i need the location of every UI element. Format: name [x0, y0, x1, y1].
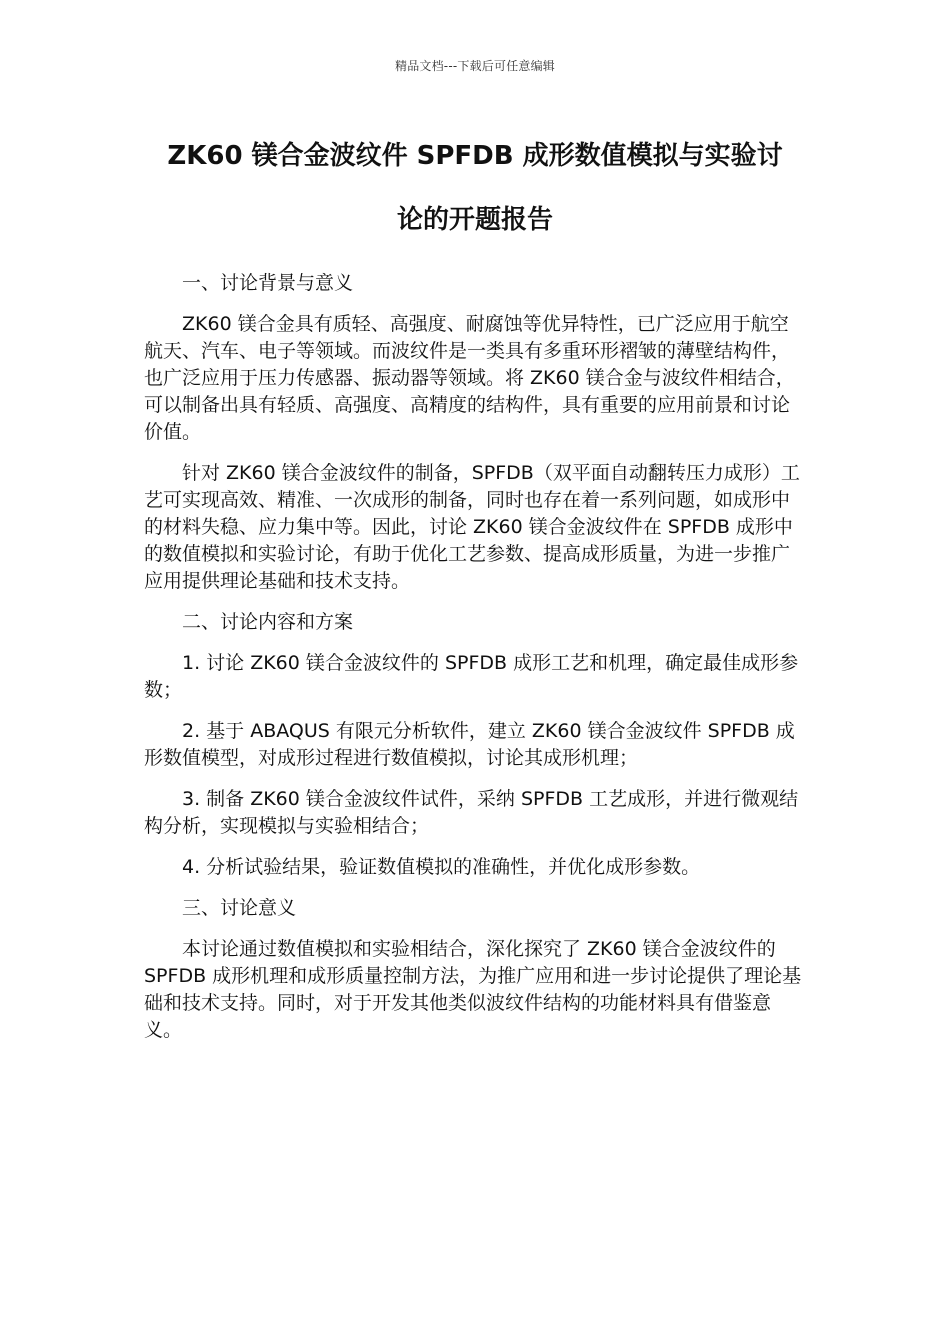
header-note: 精品文档---下载后可任意编辑 [395, 59, 555, 73]
paragraph-background-1: ZK60 镁合金具有质轻、高强度、耐腐蚀等优异特性，已广泛应用于航空航天、汽车、电子等领域。而波纹件是一类具有多重环形褶皱的薄壁结构件，也广泛应用于压力传感器、振动器等领域。将 ZK60 镁合金与波纹件相结合，可以制备出具有轻质、高强度、高精度的结构件，具有重要的应用前景和讨论价值。 [144, 313, 795, 443]
section-heading-content: 二、讨论内容和方案 [182, 611, 354, 633]
list-item-3: 3. 制备 ZK60 镁合金波纹件试件，采纳 SPFDB 工艺成形，并进行微观结构分析，实现模拟与实验相结合； [144, 788, 799, 837]
title-line-1: ZK60 镁合金波纹件 SPFDB 成形数值模拟与实验讨 [167, 141, 783, 171]
section-heading-significance: 三、讨论意义 [182, 897, 297, 919]
section-heading-background: 一、讨论背景与意义 [182, 272, 354, 294]
document-title [130, 124, 820, 252]
list-item-2: 2. 基于 ABAQUS 有限元分析软件，建立 ZK60 镁合金波纹件 SPFDB 成形数值模型，对成形过程进行数值模拟，讨论其成形机理； [144, 720, 795, 769]
paragraph-background-2: 针对 ZK60 镁合金波纹件的制备，SPFDB（双平面自动翻转压力成形）工艺可实现高效、精准、一次成形的制备，同时也存在着一系列问题，如成形中的材料失稳、应力集中等。因此，讨论 ZK60 镁合金波纹件在 SPFDB 成形中的数值模拟和实验讨论，有助于优化工艺参数、提高成形质量，为进一步推广应用提供理论基础和技术支持。 [144, 462, 800, 592]
title-line-2: 论的开题报告 [396, 205, 553, 235]
list-item-1: 1. 讨论 ZK60 镁合金波纹件的 SPFDB 成形工艺和机理，确定最佳成形参数； [144, 652, 799, 701]
document-body [144, 270, 806, 1058]
list-item-4: 4. 分析试验结果，验证数值模拟的准确性，并优化成形参数。 [182, 856, 701, 878]
paragraph-significance: 本讨论通过数值模拟和实验相结合，深化探究了 ZK60 镁合金波纹件的 SPFDB 成形机理和成形质量控制方法，为推广应用和进一步讨论提供了理论基础和技术支持。同时，对于开发其他类似波纹件结构的功能材料具有借鉴意义。 [144, 938, 802, 1041]
